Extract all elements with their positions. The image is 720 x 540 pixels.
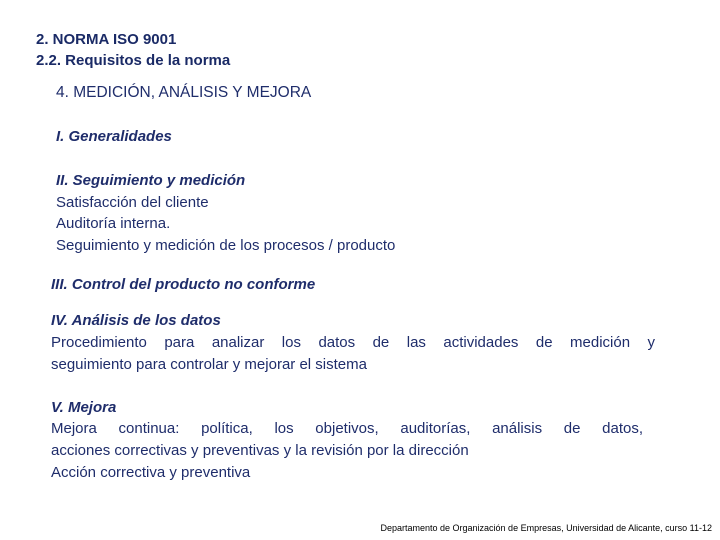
paragraph-line: Acción correctiva y preventiva bbox=[51, 464, 251, 481]
slide-header-subtitle: 2.2. Requisitos de la norma bbox=[36, 52, 231, 69]
list-item: Satisfacción del cliente bbox=[56, 194, 209, 211]
slide-header-title: 2. NORMA ISO 9001 bbox=[36, 31, 177, 48]
heading-control-producto: III. Control del producto no conforme bbox=[51, 276, 316, 293]
paragraph-line: acciones correctivas y preventivas y la revisión por la dirección bbox=[51, 442, 469, 459]
paragraph-line: Mejora continua: política, los objetivos, auditorías, análisis de datos, bbox=[51, 420, 643, 437]
heading-generalidades: I. Generalidades bbox=[56, 128, 172, 145]
heading-seguimiento-medicion: II. Seguimiento y medición bbox=[56, 172, 246, 189]
heading-analisis-datos: IV. Análisis de los datos bbox=[51, 312, 221, 329]
paragraph-line: Procedimiento para analizar los datos de las actividades de medición y bbox=[51, 334, 655, 351]
heading-mejora: V. Mejora bbox=[51, 399, 117, 416]
paragraph-line: seguimiento para controlar y mejorar el sistema bbox=[51, 356, 367, 373]
list-item: Seguimiento y medición de los procesos / producto bbox=[56, 237, 396, 254]
slide-footer: Departamento de Organización de Empresas, Universidad de Alicante, curso 11-12 bbox=[380, 523, 712, 533]
section-title: 4. MEDICIÓN, ANÁLISIS Y MEJORA bbox=[56, 84, 312, 101]
list-item: Auditoría interna. bbox=[56, 215, 171, 232]
